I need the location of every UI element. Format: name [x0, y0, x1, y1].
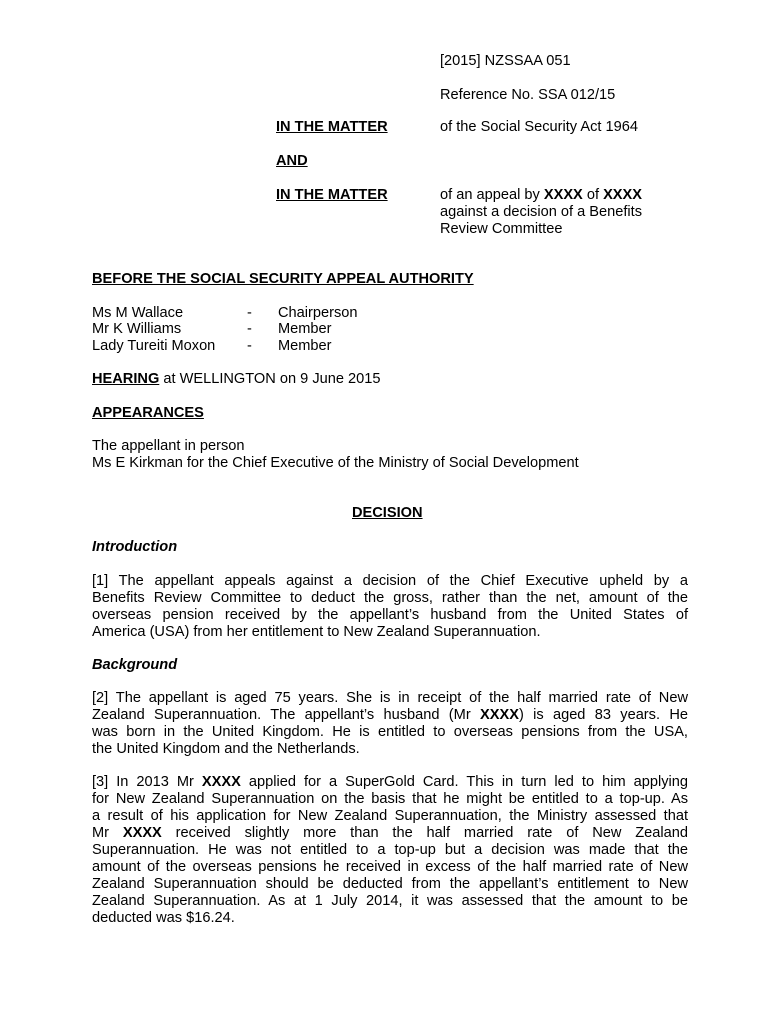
- member-role: Member: [278, 338, 332, 354]
- member-name: Mr K Williams: [92, 321, 182, 337]
- matter-value-1: of the Social Security Act 1964: [440, 119, 638, 135]
- matter-label-2: IN THE MATTER: [276, 187, 388, 203]
- member-dash: -: [247, 305, 252, 321]
- matter-value-2: of an appeal by XXXX of XXXX against a decision of a Benefits Review Committee: [440, 187, 643, 237]
- appearance-line: The appellant in person: [92, 438, 245, 454]
- member-dash: -: [247, 321, 252, 337]
- member-role: Chairperson: [278, 305, 358, 321]
- and-label: AND: [276, 153, 308, 169]
- introduction-heading: Introduction: [92, 539, 178, 555]
- paragraph-3: [3] In 2013 Mr XXXX applied for a SuperGold Card. This in turn led to him applying for New Zealand Superannuation on the basis that he might be entitled to a top-up. As a result of his application for New Zealand Superannuation, the Ministry assessed that Mr XXXX received slightly more than the half married rate of New Zealand Superannuation. He was not entitled to a top-up but a decision was made that the amount of the overseas pensions he received in excess of the half married rate of New Zealand Superannuation should be deducted from the appellant’s entitlement to New Zealand Superannuation. As at 1 July 2014, it was assessed that the amount to be deducted was $16.24.: [92, 774, 688, 926]
- member-role: Member: [278, 321, 332, 337]
- hearing-line: HEARING at WELLINGTON on 9 June 2015: [92, 371, 381, 387]
- before-heading: BEFORE THE SOCIAL SECURITY APPEAL AUTHORITY: [92, 271, 474, 287]
- appearances-heading: APPEARANCES: [92, 405, 204, 421]
- appearance-line: Ms E Kirkman for the Chief Executive of the Ministry of Social Development: [92, 455, 579, 471]
- reference-number: Reference No. SSA 012/15: [440, 87, 616, 103]
- matter-label-1: IN THE MATTER: [276, 119, 388, 135]
- member-name: Ms M Wallace: [92, 305, 184, 321]
- background-heading: Background: [92, 657, 178, 673]
- case-citation: [2015] NZSSAA 051: [440, 53, 571, 69]
- decision-heading: DECISION: [352, 505, 423, 521]
- hearing-label: HEARING: [92, 371, 160, 387]
- member-dash: -: [247, 338, 252, 354]
- paragraph-2: [2] The appellant is aged 75 years. She is in receipt of the half married rate of New Zealand Superannuation. The appellant’s husband (Mr XXXX) is aged 83 years. He was born in the United Kingdom. He is entitled to overseas pensions from the USA, the United Kingdom and the Netherlands.: [92, 690, 688, 757]
- member-name: Lady Tureiti Moxon: [92, 338, 216, 354]
- paragraph-1: [1] The appellant appeals against a decision of the Chief Executive upheld by a Benefits Review Committee to deduct the gross, rather than the net, amount of the overseas pension received by the appellant’s husband from the United States of America (USA) from her entitlement to New Zealand Superannuation.: [92, 573, 688, 640]
